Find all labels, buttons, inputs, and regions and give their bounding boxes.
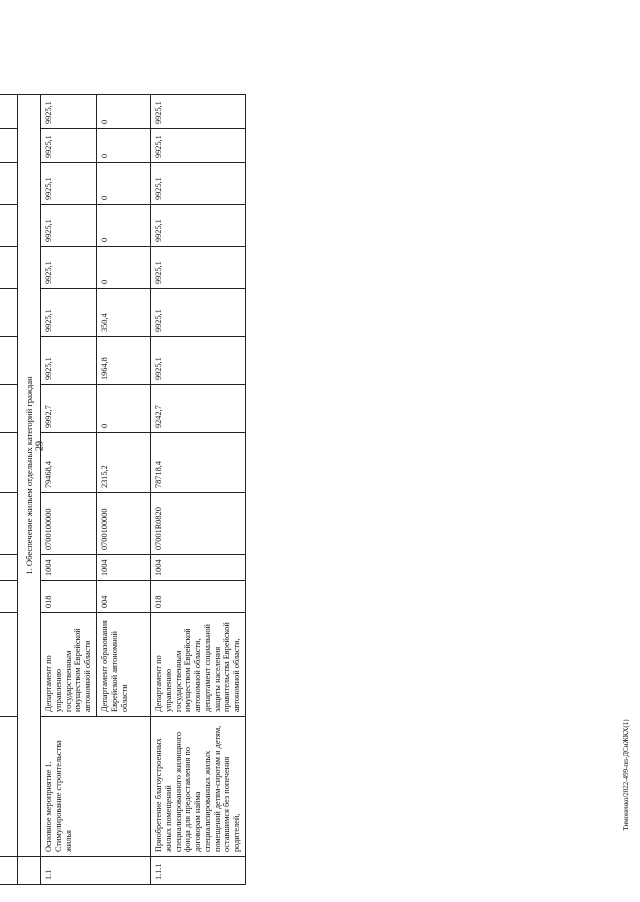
table-cell: 018: [41, 581, 97, 613]
table-cell: [0, 433, 18, 493]
table-cell: 0: [97, 163, 151, 205]
table-cell: 018: [151, 581, 246, 613]
table-cell: 79468,4: [41, 433, 97, 493]
table-cell: 9925,1: [41, 163, 97, 205]
table-cell: 9925,1: [151, 163, 246, 205]
document-code: Тимоненко/2022-499-пп-ДСиЖКХ(1): [622, 719, 630, 831]
table-cell: 9242,7: [151, 385, 246, 433]
table-cell: 9925,1: [151, 129, 246, 163]
table-cell: 0700100000: [97, 493, 151, 555]
table-cell: 1004: [97, 555, 151, 581]
table-cell: [0, 247, 18, 289]
table-cell: 9925,1: [41, 129, 97, 163]
table-cell: 0: [97, 385, 151, 433]
table-cell: 9925,1: [41, 289, 97, 337]
table-cell: 9925,1: [151, 205, 246, 247]
table-cell: [0, 613, 18, 717]
table-cell: [0, 385, 18, 433]
table-cell: 1964,8: [97, 337, 151, 385]
table-cell: 9925,1: [41, 247, 97, 289]
table-cell: [0, 205, 18, 247]
table-cell: 0: [97, 247, 151, 289]
table-row: [151, 95, 246, 885]
table-cell: 9925,1: [41, 337, 97, 385]
table-cell: [0, 129, 18, 163]
table-cell: 9925,1: [151, 95, 246, 129]
table-cell: 9925,1: [41, 95, 97, 129]
table-cell: 9992,7: [41, 385, 97, 433]
table-cell: 1.1.1: [151, 857, 246, 885]
table-cell: [0, 857, 18, 885]
table-cell: Приобретение благоустроенных жилых помещений специализированного жилищного фонда для предоставления по договорам найма специализированных жилых помещений детям-сиротам и детям, оставшимся без попечения родителей,: [151, 717, 246, 857]
table-cell: 1004: [41, 555, 97, 581]
table-cell: 0: [97, 205, 151, 247]
page-number: 29: [34, 441, 46, 451]
table-cell: 07001R0820: [151, 493, 246, 555]
table-cell: 9925,1: [151, 247, 246, 289]
table-cell: 9925,1: [41, 205, 97, 247]
table-row: [41, 95, 97, 885]
table-cell: [0, 555, 18, 581]
section-row: [18, 95, 41, 885]
table-cell: Основное мероприятие 1. Стимулирование строительства жилья: [41, 717, 151, 857]
table-cell: [0, 717, 18, 857]
table-cell: 350,4: [97, 289, 151, 337]
table-cell: 78718,4: [151, 433, 246, 493]
table-cell: [0, 493, 18, 555]
section-title: 1. Обеспечение жильем отдельных категорий граждан: [18, 95, 41, 857]
table-cell: [18, 857, 41, 885]
table-cell: 9925,1: [151, 337, 246, 385]
rotated-table-wrapper: [0, 95, 240, 885]
table-cell: 0: [97, 129, 151, 163]
table-cell: 0: [97, 95, 151, 129]
table-cell: Департамент образования Еврейской автономной области: [97, 613, 151, 717]
table-cell: 2315,2: [97, 433, 151, 493]
table-cell: Департамент по управлению государственным имуществом Еврейской автономной области: [41, 613, 97, 717]
table-cell: [0, 581, 18, 613]
table-cell: [0, 337, 18, 385]
table-cell: 9925,1: [151, 289, 246, 337]
table-cell: [0, 95, 18, 129]
table-cell: 0700100000: [41, 493, 97, 555]
table-cell: Департамент по управлению государственным имуществом Еврейской автономной области, департамент социальной защиты населения правительства Еврейской автономной области,: [151, 613, 246, 717]
program-table: [0, 94, 246, 885]
table-cell: 1004: [151, 555, 246, 581]
table-cell: 1.1: [41, 857, 151, 885]
table-cell: [0, 289, 18, 337]
table-cell: 004: [97, 581, 151, 613]
table-cell: [0, 163, 18, 205]
